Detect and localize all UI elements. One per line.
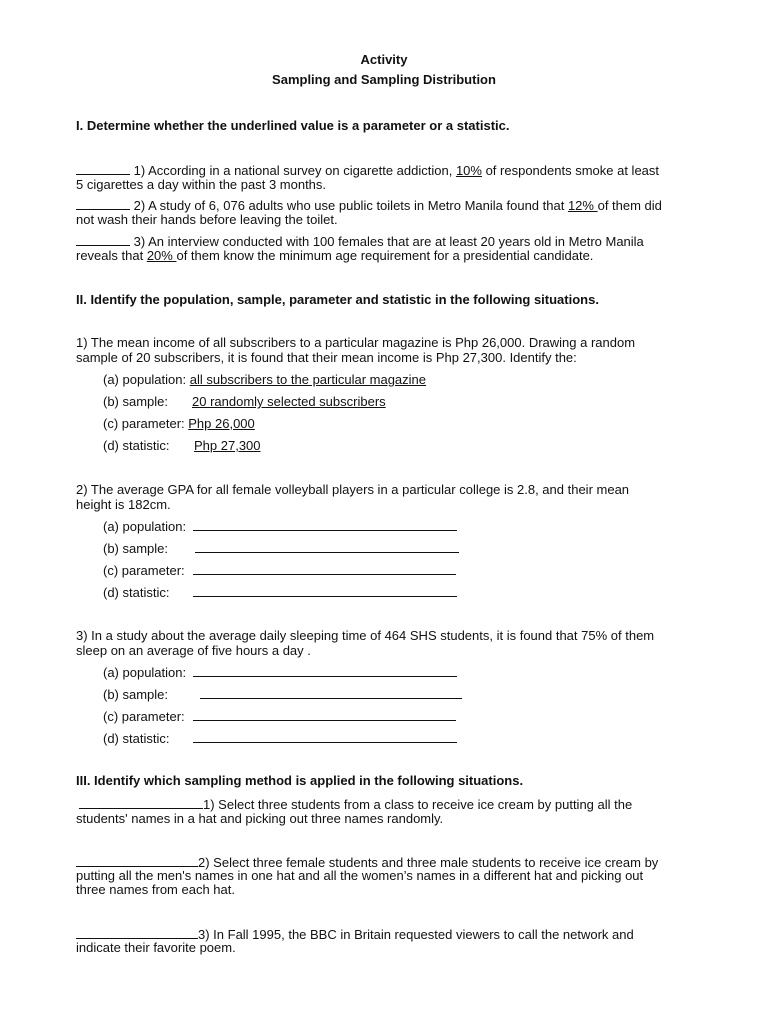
item-text: reveals that [76, 248, 147, 263]
section-1-item-3 [76, 233, 644, 249]
problem-2-line-2: height is 182cm. [76, 497, 171, 512]
underlined-value: 12% [567, 198, 598, 213]
answer-blank[interactable] [193, 584, 457, 597]
answer-value: Php 26,000 [188, 416, 255, 431]
problem-3-line-1: 3) In a study about the average daily sleeping time of 464 SHS students, it is found that 75% of them [76, 628, 655, 643]
answer-blank[interactable] [76, 926, 198, 939]
answer-label: (b) sample: [103, 394, 169, 409]
item-text: of them did [597, 198, 662, 213]
section-3-item-2-cont: putting all the men's names in one hat and all the women’s names in a different hat and picking out [76, 868, 644, 883]
answer-blank[interactable] [193, 708, 456, 721]
answer-blank[interactable] [193, 562, 456, 575]
item-text: 3) In Fall 1995, the BBC in Britain requested viewers to call the network and [198, 927, 634, 942]
answer-blank[interactable] [193, 664, 457, 677]
answer-value: all subscribers to the particular magazine [189, 372, 427, 387]
item-text: 3) An interview conducted with 100 females that are at least 20 years old in Metro Manila [133, 234, 644, 249]
answer-blank[interactable] [193, 730, 457, 743]
section-1-item-2 [76, 197, 662, 213]
answer-value: Php 27,300 [194, 438, 261, 453]
answer-blank[interactable] [76, 197, 130, 210]
section-1-item-1-cont: 5 cigarettes a day within the past 3 months. [76, 177, 327, 192]
answer-label: (a) population: [103, 372, 190, 387]
problem-3-sample [103, 686, 462, 702]
problem-3-statistic [103, 730, 457, 746]
answer-label: (c) parameter: [103, 563, 185, 578]
problem-3-population [103, 664, 457, 680]
item-text: 2) A study of 6, 076 adults who use public toilets in Metro Manila found that [133, 198, 568, 213]
answer-label: (b) sample: [103, 541, 169, 556]
answer-blank[interactable] [76, 233, 130, 246]
section-1-item-1 [76, 162, 659, 178]
problem-2-statistic [103, 584, 457, 600]
answer-blank[interactable] [76, 162, 130, 175]
problem-1-parameter [103, 416, 255, 431]
problem-1-population [103, 372, 426, 387]
answer-label: (d) statistic: [103, 585, 170, 600]
answer-label: (a) population: [103, 519, 187, 534]
underlined-value: 20% [146, 248, 177, 263]
answer-label: (b) sample: [103, 687, 169, 702]
item-text: of respondents smoke at least [481, 163, 660, 178]
problem-2-population [103, 518, 457, 534]
item-text: of them know the minimum age requirement for a presidential candidate. [176, 248, 594, 263]
item-text: 1) Select three students from a class to receive ice cream by putting all the [203, 797, 633, 812]
answer-label: (d) statistic: [103, 438, 170, 453]
problem-1-line-1: 1) The mean income of all subscribers to a particular magazine is Php 26,000. Drawing a random [76, 335, 636, 350]
problem-1-sample [103, 394, 386, 409]
document-title: Activity [360, 52, 408, 67]
section-3-item-1-cont: students' names in a hat and picking out three names randomly. [76, 811, 444, 826]
section-1-item-2-cont: not wash their hands before leaving the toilet. [76, 212, 338, 227]
answer-blank[interactable] [76, 854, 198, 867]
section-3-item-2-cont-2: three names from each hat. [76, 882, 235, 897]
answer-label: (c) parameter: [103, 416, 189, 431]
answer-blank[interactable] [195, 540, 459, 553]
problem-1-line-2: sample of 20 subscribers, it is found that their mean income is Php 27,300. Identify the: [76, 350, 577, 365]
document-subtitle: Sampling and Sampling Distribution [272, 72, 496, 87]
problem-3-parameter [103, 708, 456, 724]
section-1-item-3-cont [76, 248, 593, 263]
problem-2-parameter [103, 562, 456, 578]
problem-2-sample [103, 540, 459, 556]
answer-blank[interactable] [193, 518, 457, 531]
answer-label: (d) statistic: [103, 731, 170, 746]
answer-label: (a) population: [103, 665, 187, 680]
answer-blank[interactable] [200, 686, 462, 699]
section-3-item-1 [79, 796, 632, 812]
section-1-heading: I. Determine whether the underlined value is a parameter or a statistic. [76, 118, 510, 133]
problem-1-statistic [103, 438, 261, 453]
section-3-heading: III. Identify which sampling method is applied in the following situations. [76, 773, 524, 788]
problem-2-line-1: 2) The average GPA for all female volleyball players in a particular college is 2.8, and their mean [76, 482, 630, 497]
answer-value: 20 randomly selected subscribers [192, 394, 386, 409]
item-text: 1) According in a national survey on cigarette addiction, [133, 163, 456, 178]
answer-label: (c) parameter: [103, 709, 185, 724]
problem-3-line-2: sleep on an average of five hours a day . [76, 643, 311, 658]
item-text: 2) Select three female students and three male students to receive ice cream by [198, 855, 659, 870]
underlined-value: 10% [455, 163, 482, 178]
section-3-item-3-cont: indicate their favorite poem. [76, 940, 236, 955]
answer-blank[interactable] [79, 796, 203, 809]
section-2-heading: II. Identify the population, sample, parameter and statistic in the following situations. [76, 292, 599, 307]
